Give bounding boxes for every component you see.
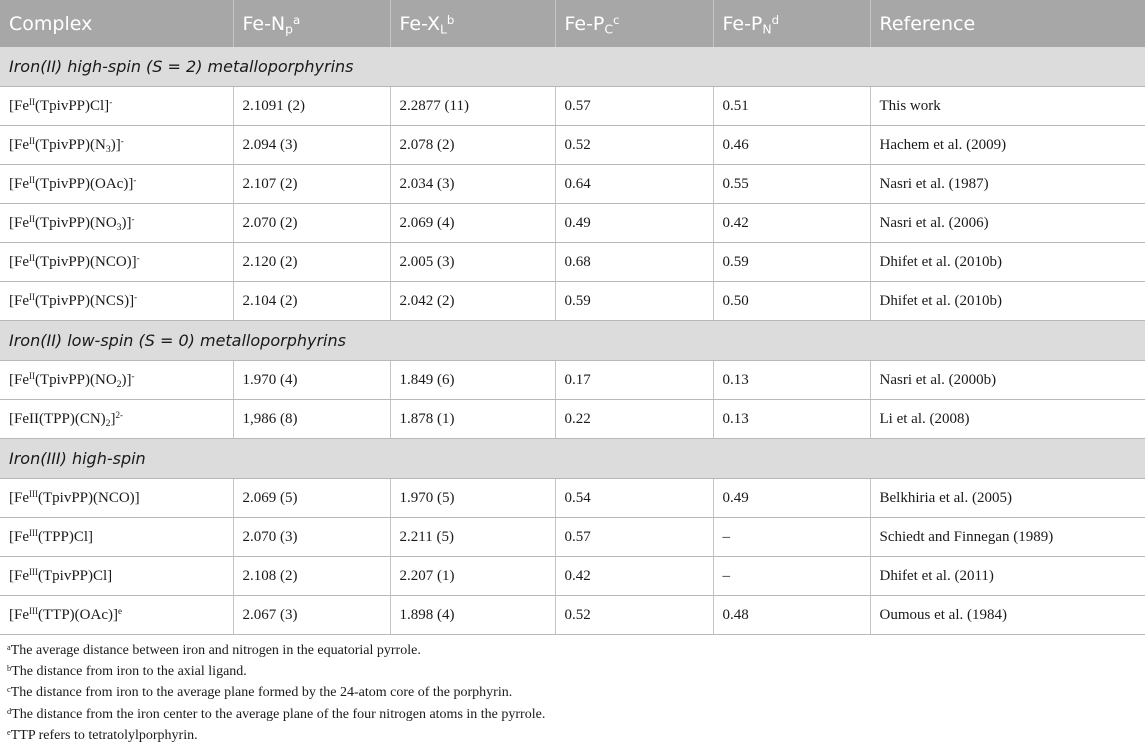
oxidation-state: II [29,96,35,107]
cell-fe-np: 2.094 (3) [233,126,390,165]
cell-fe-xl: 1.878 (1) [390,400,555,439]
complex-ligands: (TTP)(OAc)] [38,606,118,623]
table-row [0,282,1145,321]
footnote: $^a$The average distance between iron and nitrogen in the equatorial pyrrole. [7,642,421,658]
complex-prefix: [Fe [9,567,29,584]
complex-suffix: )] [110,136,121,153]
cell-fe-xl: 2.069 (4) [390,204,555,243]
oxidation-state: II [29,135,35,146]
cell-fe-pc: 0.52 [555,596,713,635]
cell-fe-pc: 0.59 [555,282,713,321]
cell-fe-pn: – [713,518,870,557]
oxidation-state: II [29,291,35,302]
cell-fe-pn: 0.50 [713,282,870,321]
section-title: Iron(II) low-spin (S = 0) metalloporphyrins [0,321,1145,361]
table-row [0,479,1145,518]
complex-ligands: (TpivPP)(NO [35,371,117,388]
cell-reference: Belkhiria et al. (2005) [870,479,1145,518]
cell-reference: Nasri et al. (2006) [870,204,1145,243]
cell-fe-xl: 2.211 (5) [390,518,555,557]
header-fe-pc: $Fe-P_C^c$ [555,0,713,47]
cell-complex [0,361,233,400]
oxidation-state: II [29,213,35,224]
complex-prefix: [Fe [9,253,29,270]
cell-reference: Oumous et al. (1984) [870,596,1145,635]
complex-subscript: 3 [105,143,111,155]
cell-fe-np: 2.1091 (2) [233,87,390,126]
footnote: $^e$TTP refers to tetratolylporphyrin. [7,727,198,743]
cell-fe-np: 2.070 (2) [233,204,390,243]
header-row [0,0,1145,47]
cell-complex [0,126,233,165]
table-row [0,243,1145,282]
complex-subscript: 2 [105,417,111,429]
cell-fe-pn: 0.48 [713,596,870,635]
complex-ligands: (TpivPP)(N [35,136,106,153]
header-fe-np: $Fe-N_p^a$ [233,0,390,47]
section-title: Iron(III) high-spin [0,439,1145,479]
complex-charge: - [120,135,124,146]
complex-subscript: 3 [116,221,122,233]
complex-charge: - [131,213,135,224]
complex-prefix: [Fe [9,528,29,545]
complex-ligands: (TPP)Cl] [38,528,94,545]
cell-fe-pc: 0.49 [555,204,713,243]
cell-fe-xl: 2.207 (1) [390,557,555,596]
cell-fe-xl: 1.849 (6) [390,361,555,400]
cell-fe-np: 2.069 (5) [233,479,390,518]
complex-subscript: 2 [116,378,122,390]
complex-ligands: (TpivPP)Cl] [38,567,113,584]
section-row [0,439,1145,479]
table-row [0,165,1145,204]
cell-fe-pc: 0.68 [555,243,713,282]
cell-fe-pc: 0.17 [555,361,713,400]
oxidation-state: III [29,566,38,577]
cell-fe-pc: 0.22 [555,400,713,439]
cell-fe-pn: 0.51 [713,87,870,126]
complex-charge: 2- [115,409,124,420]
cell-fe-pc: 0.42 [555,557,713,596]
cell-fe-xl: 2.2877 (11) [390,87,555,126]
cell-complex [0,87,233,126]
cell-fe-np: 1.970 (4) [233,361,390,400]
complex-charge: - [133,174,137,185]
cell-fe-pn: 0.42 [713,204,870,243]
table-row [0,518,1145,557]
cell-fe-pn: 0.13 [713,361,870,400]
complex-prefix: [Fe [9,292,29,309]
cell-complex [0,243,233,282]
section-row [0,47,1145,87]
complex-prefix: [Fe [9,136,29,153]
cell-complex [0,518,233,557]
cell-reference: Dhifet et al. (2011) [870,557,1145,596]
table-row [0,596,1145,635]
table-row [0,126,1145,165]
table-row [0,361,1145,400]
cell-fe-np: 2.108 (2) [233,557,390,596]
cell-complex [0,557,233,596]
complex-prefix: [Fe [9,606,29,623]
complex-prefix: [Fe [9,371,29,388]
cell-reference: Li et al. (2008) [870,400,1145,439]
cell-complex [0,165,233,204]
cell-fe-pn: 0.59 [713,243,870,282]
cell-fe-pn: 0.55 [713,165,870,204]
cell-fe-xl: 2.042 (2) [390,282,555,321]
cell-fe-pn: 0.13 [713,400,870,439]
footnote: $^d$The distance from the iron center to the average plane of the four nitrogen atoms in the pyrrole. [7,706,546,722]
cell-reference: Schiedt and Finnegan (1989) [870,518,1145,557]
complex-charge: - [136,252,140,263]
cell-fe-pn: – [713,557,870,596]
complex-suffix: )] [121,214,132,231]
cell-complex [0,596,233,635]
complex-prefix: [FeII(TPP)(CN) [9,410,106,427]
table-row [0,87,1145,126]
cell-fe-np: 2.120 (2) [233,243,390,282]
complex-ligands: (TpivPP)(NCO)] [38,489,140,506]
table-row [0,557,1145,596]
cell-fe-pc: 0.64 [555,165,713,204]
complex-ligands: (TpivPP)(NO [35,214,117,231]
cell-fe-xl: 2.005 (3) [390,243,555,282]
table-row [0,204,1145,243]
cell-fe-pn: 0.46 [713,126,870,165]
cell-fe-np: 2.067 (3) [233,596,390,635]
cell-reference: This work [870,87,1145,126]
cell-reference: Dhifet et al. (2010b) [870,282,1145,321]
cell-fe-pn: 0.49 [713,479,870,518]
cell-fe-np: 2.107 (2) [233,165,390,204]
oxidation-state: II [29,370,35,381]
complex-prefix: [Fe [9,97,29,114]
cell-reference: Hachem et al. (2009) [870,126,1145,165]
header-reference: Reference [870,0,1145,47]
cell-complex [0,204,233,243]
complex-prefix: [Fe [9,175,29,192]
cell-fe-xl: 2.078 (2) [390,126,555,165]
complex-charge: - [134,291,138,302]
cell-reference: Dhifet et al. (2010b) [870,243,1145,282]
complex-ligands: (TpivPP)(NCO)] [35,253,137,270]
oxidation-state: III [29,605,38,616]
complex-prefix: [Fe [9,214,29,231]
cell-reference: Nasri et al. (2000b) [870,361,1145,400]
complex-charge: - [109,96,113,107]
cell-fe-np: 1,986 (8) [233,400,390,439]
table-row [0,400,1145,439]
table-body [0,47,1145,635]
header-fe-xl: $Fe-X_L^b$ [390,0,555,47]
complex-ligands: (TpivPP)Cl] [35,97,110,114]
oxidation-state: III [29,488,38,499]
complex-suffix: )] [121,371,132,388]
section-title: Iron(II) high-spin (S = 2) metalloporphyrins [0,47,1145,87]
cell-fe-pc: 0.57 [555,518,713,557]
cell-fe-np: 2.104 (2) [233,282,390,321]
complex-charge: - [131,370,135,381]
cell-fe-np: 2.070 (3) [233,518,390,557]
oxidation-state: II [29,252,35,263]
cell-fe-pc: 0.52 [555,126,713,165]
footnote: $^b$The distance from iron to the axial ligand. [7,664,247,680]
oxidation-state: II [29,174,35,185]
header-complex: Complex [0,0,233,47]
cell-complex [0,282,233,321]
cell-fe-xl: 1.898 (4) [390,596,555,635]
complex-prefix: [Fe [9,489,29,506]
section-row [0,321,1145,361]
oxidation-state: III [29,527,38,538]
cell-reference: Nasri et al. (1987) [870,165,1145,204]
complex-ligands: (TpivPP)(NCS)] [35,292,135,309]
cell-complex [0,479,233,518]
complex-suffix: ] [110,410,116,427]
footnote-mark: e [117,605,122,616]
footnotes [0,635,1145,746]
cell-fe-xl: 2.034 (3) [390,165,555,204]
header-fe-pn: $Fe-P_N^d$ [713,0,870,47]
cell-complex [0,400,233,439]
complex-ligands: (TpivPP)(OAc)] [35,175,134,192]
cell-fe-xl: 1.970 (5) [390,479,555,518]
cell-fe-pc: 0.57 [555,87,713,126]
cell-fe-pc: 0.54 [555,479,713,518]
footnote: $^c$The distance from iron to the average plane formed by the 24-atom core of the porphyrin. [7,685,513,701]
